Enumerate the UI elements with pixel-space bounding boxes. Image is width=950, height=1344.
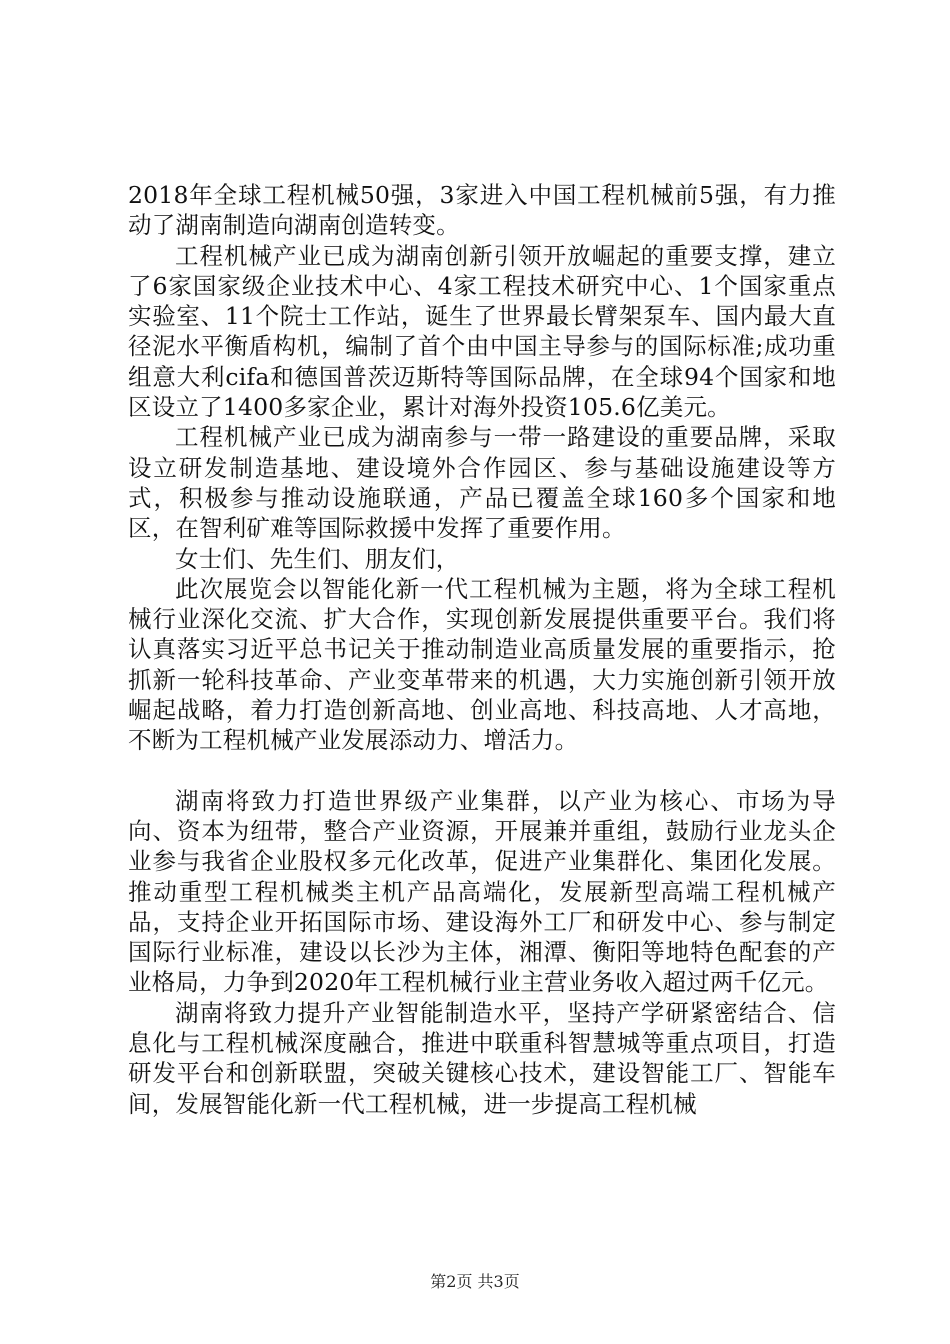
paragraph-6: 湖南将致力打造世界级产业集群，以产业为核心、市场为导向、资本为纽带，整合产业资源，开展兼并重组，鼓励行业龙头企业参与我省企业股权多元化改革，促进产业集群化、集团化发展。推动重型工程机械类主机产品高端化，发展新型高端工程机械产品，支持企业开拓国际市场、建设海外工厂和研发中心、参与制定国际行业标准，建设以长沙为主体，湘潭、衡阳等地特色配套的产业格局，力争到2020年工程机械行业主营业务收入超过两千亿元。 <box>128 786 836 997</box>
paragraph-spacer <box>128 756 836 786</box>
body-text <box>128 180 836 1119</box>
paragraph-1: 2018年全球工程机械50强，3家进入中国工程机械前5强，有力推动了湖南制造向湖南创造转变。 <box>128 181 836 240</box>
paragraph-3: 工程机械产业已成为湖南参与一带一路建设的重要品牌，采取设立研发制造基地、建设境外合作园区、参与基础设施建设等方式，积极参与推动设施联通，产品已覆盖全球160多个国家和地区，在智利矿难等国际救援中发挥了重要作用。 <box>128 423 836 543</box>
paragraph-7: 湖南将致力提升产业智能制造水平，坚持产学研紧密结合、信息化与工程机械深度融合，推进中联重科智慧城等重点项目，打造研发平台和创新联盟，突破关键核心技术，建设智能工厂、智能车间，发展智能化新一代工程机械，进一步提高工程机械 <box>128 998 836 1118</box>
paragraph-5: 此次展览会以智能化新一代工程机械为主题，将为全球工程机械行业深化交流、扩大合作，实现创新发展提供重要平台。我们将认真落实习近平总书记关于推动制造业高质量发展的重要指示，抢抓新一轮科技革命、产业变革带来的机遇，大力实施创新引领开放崛起战略，着力打造创新高地、创业高地、科技高地、人才高地，不断为工程机械产业发展添动力、增活力。 <box>128 574 836 755</box>
paragraph-4: 女士们、先生们、朋友们， <box>175 544 460 573</box>
page-footer: 第2页 共3页 <box>430 1272 520 1291</box>
paragraph-2: 工程机械产业已成为湖南创新引领开放崛起的重要支撑，建立了6家国家级企业技术中心、4家工程技术研究中心、1个国家重点实验室、11个院士工作站，诞生了世界最长臂架泵车、国内最大直径泥水平衡盾构机，编制了首个由中国主导参与的国际标准;成功重组意大利cifa和德国普茨迈斯特等国际品牌，在全球94个国家和地区设立了1400多家企业，累计对海外投资105.6亿美元。 <box>128 241 836 422</box>
